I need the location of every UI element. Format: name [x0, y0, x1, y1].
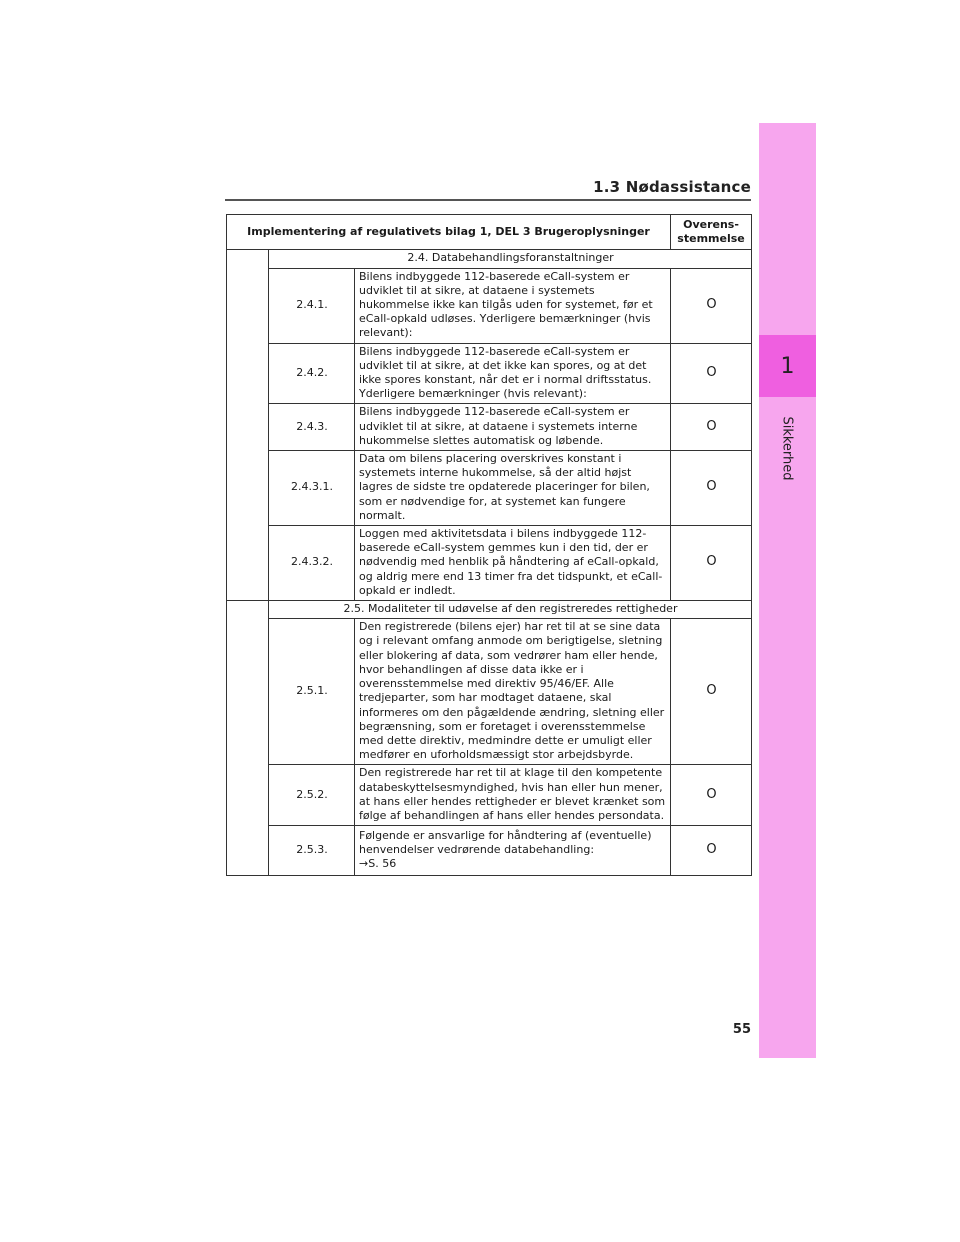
section-title: 2.4. Databehandlingsforanstaltninger [269, 250, 752, 268]
row-number: 2.4.2. [269, 343, 355, 404]
row-conformity: O [671, 451, 752, 526]
row-number: 2.4.3.2. [269, 526, 355, 601]
page-reference-link[interactable]: →S. 56 [359, 857, 397, 871]
header-conformity: Overens- stemmelse [671, 215, 752, 250]
row-conformity: O [671, 765, 752, 826]
chapter-number-tab[interactable] [759, 335, 816, 397]
user-information-table [226, 214, 752, 876]
row-conformity: O [671, 268, 752, 343]
table-row [227, 826, 752, 876]
row-conformity: O [671, 826, 752, 876]
chapter-label-tab [772, 408, 802, 488]
row-number: 2.5.1. [269, 619, 355, 765]
title-divider [225, 199, 751, 201]
row-conformity: O [671, 404, 752, 451]
section-title: 2.5. Modaliteter til udøvelse af den registreredes rettigheder [269, 601, 752, 619]
indent-cell [227, 601, 269, 876]
chapter-label: Sikkerhed [779, 415, 795, 481]
page-number: 55 [732, 1022, 751, 1037]
table-header-row [227, 215, 752, 250]
row-description: Loggen med aktivitetsdata i bilens indbyggede 112-baserede eCall-system gemmes kun i den tid, der er nødvendig med henblik på håndtering af eCall-opkald, og aldrig mere end 13 timer fra det tidspunkt, et eCall-opkald er indledt. [355, 526, 671, 601]
row-number: 2.5.3. [269, 826, 355, 876]
section-title-row [227, 250, 752, 268]
table-row [227, 268, 752, 343]
header-main: Implementering af regulativets bilag 1, DEL 3 Brugeroplysninger [227, 215, 671, 250]
row-description: Den registrerede har ret til at klage til den kompetente databeskyttelsesmyndighed, hvis han eller hun mener, at hans eller hendes rettigheder er blevet krænket som følge af behandlingen af hans eller hendes persondata. [355, 765, 671, 826]
row-conformity: O [671, 619, 752, 765]
row-description: Data om bilens placering overskrives konstant i systemets interne hukommelse, så der altid højst lagres de sidste tre opdaterede placeringer for bilen, som er nødvendige for, at systemet kan fungere normalt. [355, 451, 671, 526]
table-row [227, 765, 752, 826]
row-number: 2.4.3. [269, 404, 355, 451]
row-description-text: Følgende er ansvarlige for håndtering af (eventuelle) henvendelser vedrørende databehandling: [359, 828, 652, 857]
section-title: 1.3 Nødassistance [593, 178, 751, 196]
row-number: 2.4.1. [269, 268, 355, 343]
indent-cell [227, 250, 269, 601]
table-row [227, 619, 752, 765]
row-description: Bilens indbyggede 112-baserede eCall-system er udviklet til at sikre, at det ikke kan spores, og at det ikke spores konstant, når det er i normal driftsstatus. Yderligere bemærkninger (hvis relevant): [355, 343, 671, 404]
row-description [355, 826, 671, 876]
row-description: Bilens indbyggede 112-baserede eCall-system er udviklet til at sikre, at dataene i systemets interne hukommelse slettes automatisk og løbende. [355, 404, 671, 451]
chapter-tab-strip [759, 123, 816, 1058]
table-row [227, 343, 752, 404]
row-number: 2.5.2. [269, 765, 355, 826]
row-description: Bilens indbyggede 112-baserede eCall-system er udviklet til at sikre, at dataene i systemets hukommelse ikke kan tilgås uden for systemet, før et eCall-opkald udløses. Yderligere bemærkninger (hvis relevant): [355, 268, 671, 343]
row-description: Den registrerede (bilens ejer) har ret til at se sine data og i relevant omfang anmode om berigtigelse, sletning eller blokering af data, som vedrører ham eller hende, hvor behandlingen af disse data ikke er i overensstemmelse med direktiv 95/46/EF. Alle tredjeparter, som har modtaget dataene, skal informeres om den pågældende ændring, sletning eller begrænsning, som er foretaget i overensstemmelse med dette direktiv, medmindre dette er umuligt eller medfører en uforholdsmæssigt stor arbejdsbyrde. [355, 619, 671, 765]
table-row [227, 404, 752, 451]
chapter-number: 1 [780, 353, 795, 379]
table-row [227, 526, 752, 601]
row-number: 2.4.3.1. [269, 451, 355, 526]
section-title-row [227, 601, 752, 619]
row-conformity: O [671, 343, 752, 404]
row-conformity: O [671, 526, 752, 601]
table-row [227, 451, 752, 526]
